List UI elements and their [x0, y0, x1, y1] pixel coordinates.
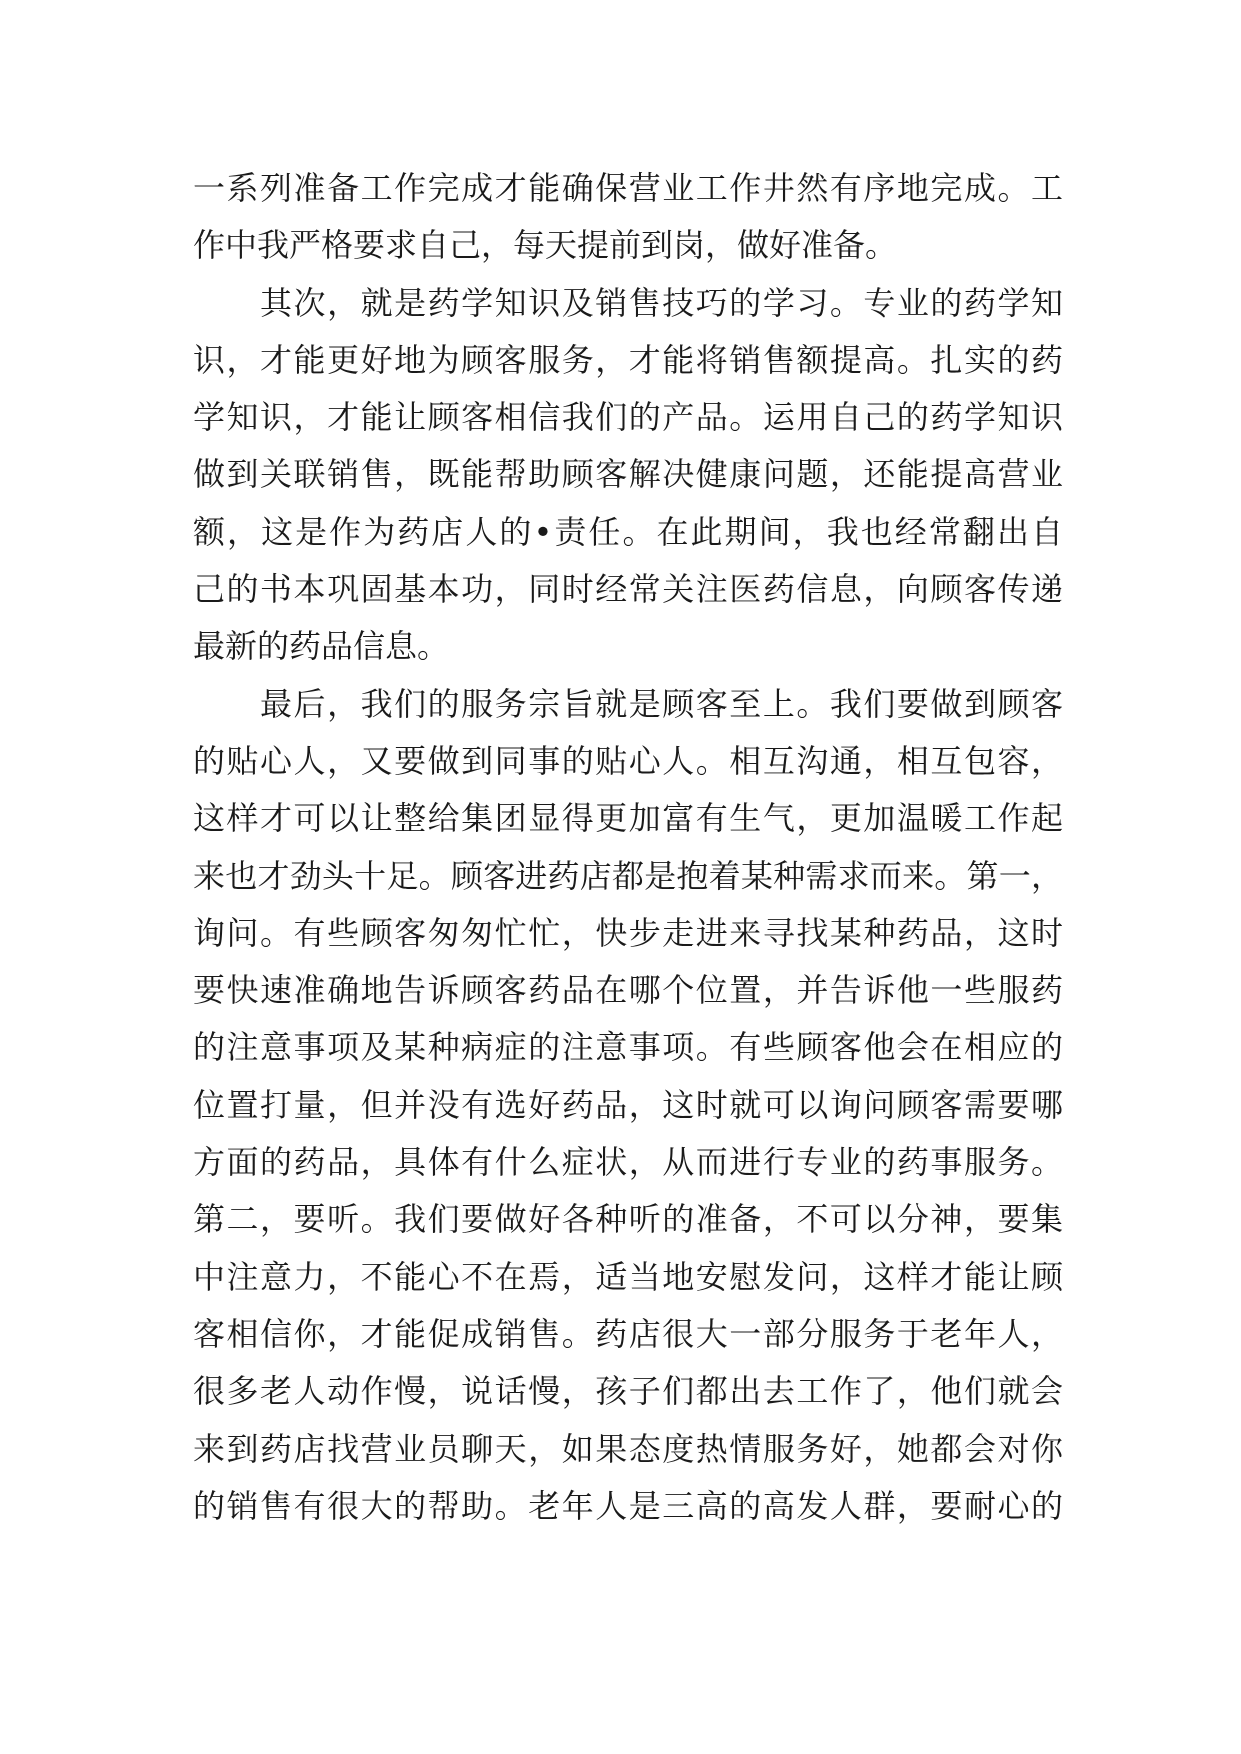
- text-line: 方面的药品，具体有什么症状，从而进行专业的药事服务。: [193, 1143, 1063, 1182]
- text-line: 位置打量，但并没有选好药品，这时就可以询问顾客需要哪: [193, 1085, 1063, 1124]
- text-line: 额，这是作为药店人的•责任。在此期间，我也经常翻出自: [193, 512, 1063, 551]
- text-line: 客相信你，才能促成销售。药店很大一部分服务于老年人，: [193, 1314, 1063, 1353]
- text-line: 己的书本巩固基本功，同时经常关注医药信息，向顾客传递: [193, 570, 1063, 609]
- text-line: 最新的药品信息。: [193, 627, 450, 666]
- text-line: 作中我严格要求自己，每天提前到岗，做好准备。: [193, 226, 898, 265]
- text-line: 一系列准备工作完成才能确保营业工作井然有序地完成。工: [193, 169, 1063, 207]
- text-line: 来也才劲头十足。顾客进药店都是抱着某种需求而来。第一，: [193, 856, 1063, 895]
- text-line: 其次，就是药学知识及销售技巧的学习。专业的药学知: [193, 283, 1063, 322]
- text-line: 第二，要听。我们要做好各种听的准备，不可以分神，要集: [193, 1200, 1063, 1239]
- text-line: 最后，我们的服务宗旨就是顾客至上。我们要做到顾客: [193, 684, 1063, 723]
- text-line: 识，才能更好地为顾客服务，才能将销售额提高。扎实的药: [193, 340, 1063, 379]
- body-text: [193, 160, 1063, 1535]
- text-line: 的注意事项及某种病症的注意事项。有些顾客他会在相应的: [193, 1028, 1063, 1067]
- text-line: 这样才可以让整给集团显得更加富有生气，更加温暖工作起: [193, 799, 1063, 838]
- text-line: 的销售有很大的帮助。老年人是三高的高发人群，要耐心的: [193, 1486, 1063, 1525]
- text-line: 做到关联销售，既能帮助顾客解决健康问题，还能提高营业: [193, 455, 1063, 494]
- text-line: 中注意力，不能心不在焉，适当地安慰发问，这样才能让顾: [193, 1257, 1063, 1296]
- text-line: 询问。有些顾客匆匆忙忙，快步走进来寻找某种药品，这时: [193, 913, 1063, 952]
- text-line: 学知识，才能让顾客相信我们的产品。运用自己的药学知识: [193, 398, 1063, 437]
- text-line: 来到药店找营业员聊天，如果态度热情服务好，她都会对你: [193, 1429, 1063, 1468]
- text-line: 很多老人动作慢，说话慢，孩子们都出去工作了，他们就会: [193, 1372, 1063, 1411]
- text-line: 要快速准确地告诉顾客药品在哪个位置，并告诉他一些服药: [193, 971, 1063, 1010]
- text-line: 的贴心人，又要做到同事的贴心人。相互沟通，相互包容，: [193, 741, 1063, 780]
